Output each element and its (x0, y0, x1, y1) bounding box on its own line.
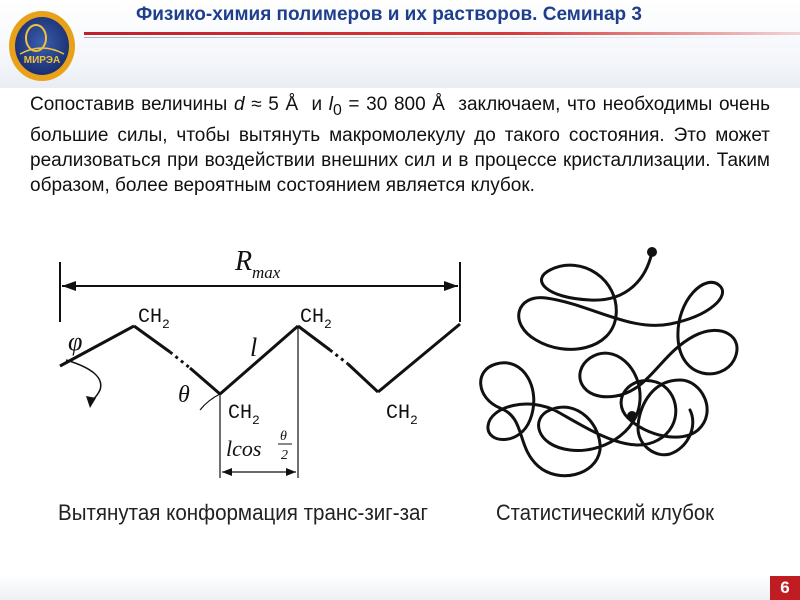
chain-bond-2-dash (170, 352, 190, 368)
var-d: d (233, 94, 245, 115)
header-blue-line (84, 37, 800, 38)
chain-bond-4b (348, 364, 378, 392)
lcos-theta: θ (280, 429, 287, 444)
body-text-part-2: ≈ 5 Å и (244, 94, 329, 115)
figure-panel (30, 240, 775, 530)
statistical-coil (481, 252, 737, 476)
chain-bond-2b (190, 368, 220, 394)
coil-end-dot-middle (627, 411, 637, 421)
ch2-label-1-sub: 2 (162, 317, 170, 332)
projection-arrow-left (222, 468, 232, 476)
body-text-part-3: = 30 800 Å заключаем, что необходимы очень большие силы, чтобы вытянуть макромолекулу до такого состояния. Это может реализоваться при воздействии внешних сил и в процессе кристаллизации. Таким образом, более вероятным состоянием является клубок. (30, 94, 776, 196)
slide-number: 6 (770, 576, 800, 600)
ch2-label-4-sub: 2 (410, 413, 418, 428)
conformation-figure (30, 240, 775, 530)
ch2-label-2-sub: 2 (324, 317, 332, 332)
theta-label: θ (178, 382, 190, 408)
theta-arc (200, 394, 220, 410)
body-paragraph (30, 92, 776, 198)
var-l: l (328, 94, 333, 115)
var-l-subscript: 0 (332, 101, 342, 119)
caption-zigzag: Вытянутая конформация транс-зиг-заг (58, 500, 428, 525)
projection-arrow-right (286, 468, 296, 476)
ch2-label-3-sub: 2 (252, 413, 260, 428)
chain-bond-4-dash (330, 350, 348, 364)
slide-title: Физико-химия полимеров и их растворов. Семинар 3 (136, 4, 642, 25)
phi-label: φ (68, 327, 83, 356)
body-text-part-1: Сопоставив величины (30, 94, 234, 115)
phi-rotation-arrow (66, 360, 101, 402)
mirea-logo (6, 8, 78, 84)
caption-coil: Статистический клубок (496, 500, 715, 525)
rmax-arrow-left (62, 281, 76, 291)
logo-text: МИРЭА (23, 55, 61, 66)
coil-end-dot-top (647, 247, 657, 257)
rmax-label: R (235, 246, 253, 277)
bond-length-label: l (250, 333, 258, 362)
chain-bond-5 (378, 324, 460, 392)
ch2-label-1: CH (138, 306, 163, 329)
header-red-line (84, 32, 800, 35)
phi-arrowhead (86, 396, 96, 408)
rmax-label-sub: max (252, 263, 281, 282)
chain-bond-3 (220, 326, 298, 394)
ch2-label-3: CH (228, 402, 253, 425)
rmax-arrow-right (444, 281, 458, 291)
footer-band (0, 575, 770, 600)
ch2-label-4: CH (386, 402, 411, 425)
lcos-label: lcos (226, 436, 262, 461)
ch2-label-2: CH (300, 306, 325, 329)
lcos-two: 2 (281, 448, 288, 463)
